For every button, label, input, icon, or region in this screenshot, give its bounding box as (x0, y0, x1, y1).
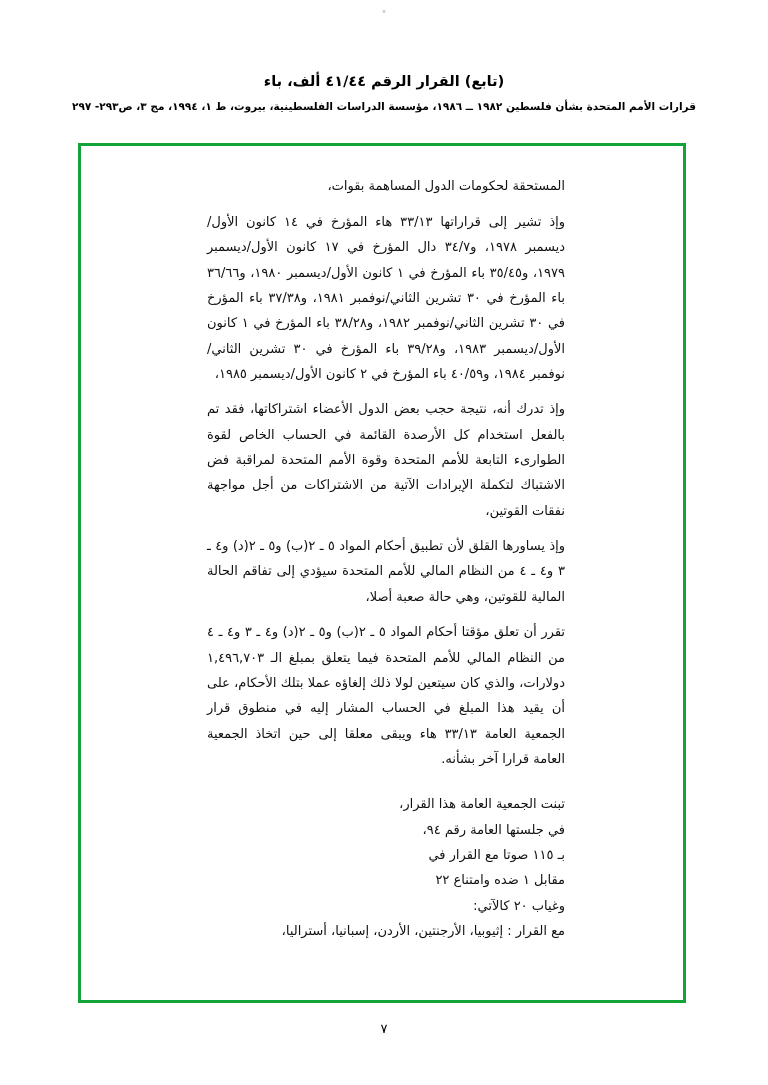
paragraph-2: وإذ تشير إلى قراراتها ٣٣/١٣ هاء المؤرخ في ١٤ كانون الأول/ديسمبر ١٩٧٨، و٣٤/٧ دال المؤرخ في ١٧ كانون الأول/ديسمبر ١٩٧٩، و٣٥/٤٥ باء المؤرخ في ١ كانون الأول/ديسمبر ١٩٨٠، و٣٦/٦٦ باء المؤرخ في ٣٠ تشرين الثاني/نوفمبر ١٩٨١، و٣٧/٣٨ باء المؤرخ في ٣٠ تشرين الثاني/نوفمبر ١٩٨٢، و٣٨/٢٨ باء المؤرخ في ١ كانون الأول/ديسمبر ١٩٨٣، و٣٩/٢٨ باء المؤرخ في ٣٠ تشرين الثاني/نوفمبر ١٩٨٤، و٤٠/٥٩ باء المؤرخ في ٢ كانون الأول/ديسمبر ١٩٨٥، (207, 215, 566, 383)
vote-line-4: مقابل ١ ضده وامتناع ٢٢ (435, 873, 565, 889)
page-header (0, 72, 768, 116)
page-source-citation: قرارات الأمم المتحدة بشأن فلسطين ١٩٨٢ ــ ١٩٨٦، مؤسسة الدراسات الفلسطينية، بيروت، ط ١، ١٩٩٤، مج ٣، ص٢٩٣- ٢٩٧ (72, 100, 696, 113)
vote-result-block (207, 792, 565, 919)
content-frame (78, 143, 686, 1003)
vote-line-3: بـ ١١٥ صوتا مع القرار في (428, 847, 565, 863)
page-title: (تابع) القرار الرقم ٤١/٤٤ ألف، باء (263, 74, 505, 90)
document-body (207, 174, 565, 955)
vote-line-5: وغياب ٢٠ كالآتي: (473, 898, 565, 914)
page-top-marker (383, 10, 386, 13)
paragraph-4: وإذ يساورها القلق لأن تطبيق أحكام المواد ٥ ـ ٢(ب) و٥ ـ ٢(د) و٤ ـ ٣ و٤ ـ ٤ من النظام المالي للأمم المتحدة سيؤدي إلى تفاقم الحالة المالية للقوتين، وهي حالة صعبة أصلا، (207, 539, 565, 605)
paragraph-6: مع القرار : إثيوبيا، الأرجنتين، الأردن، إسبانيا، أستراليا، (281, 923, 565, 939)
paragraph-5: تقرر أن تعلق مؤقتا أحكام المواد ٥ ـ ٢(ب) و٥ ـ ٢(د) و٤ ـ ٣ و٤ ـ ٤ من النظام المالي للأمم المتحدة فيما يتعلق بمبلغ الـ ١,٤٩٦,٧٠٣ دولارات، والذي كان سيتعين لولا ذلك إلغاؤه عملا بتلك الأحكام، على أن يقيد هذا المبلغ في الحساب المشار إليه في منطوق قرار الجمعية العامة ٣٣/١٣ هاء ويبقى معلقا إلى حين اتخاذ الجمعية العامة قرارا آخر بشأنه. (207, 625, 566, 767)
paragraph-1: المستحقة لحكومات الدول المساهمة بقوات، (327, 179, 565, 194)
paragraph-3: وإذ تدرك أنه، نتيجة حجب بعض الدول الأعضاء اشتراكاتها، فقد تم بالفعل استخدام كل الأرصدة القائمة في الحساب الخاص لقوة الطوارىء التابعة للأمم المتحدة وقوة الأمم المتحدة لمراقبة فض الاشتباك لتكملة الإيرادات الآتية من الاشتراكات من أجل مواجهة نفقات القوتين، (207, 402, 565, 519)
vote-line-2: في جلستها العامة رقم ٩٤، (422, 822, 565, 838)
vote-line-1: تبنت الجمعية العامة هذا القرار، (399, 797, 565, 813)
page-number: ٧ (380, 1022, 388, 1037)
